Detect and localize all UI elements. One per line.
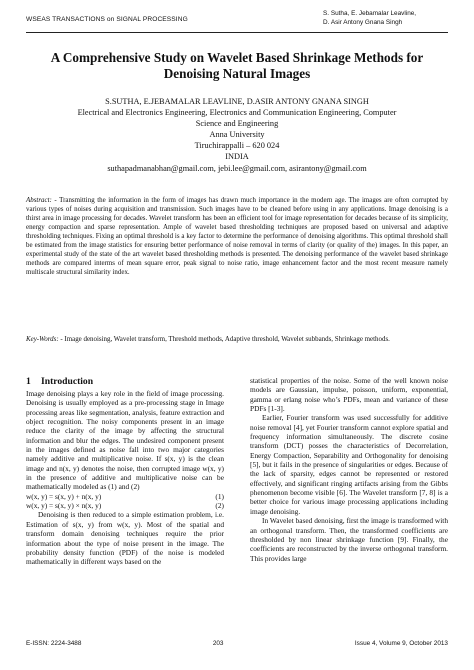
affiliation-country: INDIA bbox=[225, 152, 249, 162]
footer-issue: Issue 4, Volume 9, October 2013 bbox=[354, 640, 448, 647]
author-emails: suthapadmanabhan@gmail.com, jebi.lee@gmail.com, asirantony@gmail.com bbox=[107, 163, 367, 173]
intro-paragraph-4: Earlier, Fourier transform was used successfully for additive noise removal [4], yet Fourier transform cannot explore spatial and frequency information simultaneously. The discrete cosine transform (DCT) posses the characteristics of Decorrelation, Energy Compaction, Separability and Orthogonality for denoising [5], but it fails in the presence of singularities or edges. Because of the lack of sparsity, edges cannot be represented or restored effectively, and significant ringing artifacts arising from the Gibbs phenomenon become visible [6]. The Wavelet transform [7, 8] is a better choice for various image processing applications including image denoising. bbox=[250, 413, 448, 516]
equation-1-expr: w(x, y) = s(x, y) + n(x, y) bbox=[26, 491, 102, 501]
header-authors-line2: D. Asir Antony Gnana Singh bbox=[323, 18, 403, 26]
keywords-label: Key-Words: bbox=[26, 335, 59, 343]
left-column bbox=[26, 376, 224, 567]
intro-paragraph-5: In Wavelet based denoising, first the image is transformed with an orthogonal transform. Then, the transformed coefficients are thresholded by non linear shrinkage function [9]. Finally, the coefficients are reconstructed by the inverse orthogonal transform. This provides large bbox=[250, 516, 448, 563]
equation-2-expr: w(x, y) = s(x, y) × n(x, y) bbox=[26, 501, 102, 511]
keywords-text: - Image denoising, Wavelet transform, Threshold methods, Adaptive threshold, Wavelet subbands, Shrinkage methods. bbox=[60, 335, 390, 343]
intro-paragraph-1: Image denoising plays a key role in the field of image processing. Denoising is usually employed as a pre-processing stage in Image processing areas like segmentation, analysis, feature extraction and object recognition. The noisy components present in an image reduce the clarity of the image by affecting the structural information and blur the edges. The undesired component present in the images defined as noise fall into two major categories namely additive and multiplicative noise. If s(x, y) is the clean image and n(x, y) denotes the noise, then corrupted image w(x, y) in the presence of additive and multiplicative noise can be mathematically modeled as (1) and (2) bbox=[26, 389, 224, 492]
journal-name: WSEAS TRANSACTIONS on SIGNAL PROCESSING bbox=[26, 16, 188, 23]
abstract-label: Abstract: bbox=[26, 196, 52, 204]
equation-1 bbox=[26, 492, 224, 501]
abstract bbox=[26, 196, 448, 277]
keywords bbox=[26, 335, 448, 344]
section-number: 1 bbox=[26, 376, 31, 387]
right-column bbox=[250, 376, 448, 563]
footer-page-number: 203 bbox=[212, 640, 224, 647]
author-block bbox=[30, 96, 444, 174]
running-header-journal bbox=[26, 16, 188, 23]
paper-title bbox=[30, 50, 444, 82]
running-header-authors bbox=[323, 10, 416, 27]
author-names: S.SUTHA, E.JEBAMALAR LEAVLINE, D.ASIR ANTONY GNANA SINGH bbox=[105, 97, 369, 106]
affiliation-dept-line2: Science and Engineering bbox=[195, 119, 279, 129]
title-line2: Denoising Natural Images bbox=[163, 65, 311, 81]
equation-1-number: (1) bbox=[215, 491, 224, 501]
affiliation-university: Anna University bbox=[209, 130, 265, 140]
page-footer bbox=[26, 640, 448, 647]
equation-2-number: (2) bbox=[215, 501, 224, 511]
title-line1: A Comprehensive Study on Wavelet Based Shrinkage Methods for bbox=[50, 50, 424, 65]
equation-2 bbox=[26, 501, 224, 510]
section-heading-introduction bbox=[26, 376, 224, 388]
header-authors-line1: S. Sutha, E. Jebamalar Leavline, bbox=[323, 10, 417, 17]
affiliation-dept-line1: Electrical and Electronics Engineering, Electronics and Communication Engineering, Computer bbox=[77, 108, 397, 118]
section-title: Introduction bbox=[41, 376, 94, 387]
abstract-text: - Transmitting the information in the form of images has drawn much importance in the modern age. The images are often corrupted by various types of noises during acquisition and transmission. Such images have to be cleaned before using in any applications. Image denoising is a thirst area in image processing for decades. Wavelet transform has been an efficient tool for image representation for decades because of its simplicity, energy compaction and sparse representation. Ample of wavelet based thresholding techniques are proposed based on universal and adaptive thresholding techniques. Fixing an optimal threshold is a key factor to determine the performance of denoising algorithms. This optimal threshold shall be estimated from the image statistics for ensuring better performance of noise removal in terms of clarity (or quality of the) images. In this paper, an experimental study of the state of the art wavelet based thresholding methods is presented. The denoising performance of the wavelet based shrinkage methods are compared interms of mean square error, peak signal to noise ratio, image enhancement factor and the most recent measure namely multiscale structural similarity index. bbox=[26, 196, 448, 276]
intro-paragraph-2: Denoising is then reduced to a simple estimation problem, i.e. Estimation of s(x, y) from w(x, y). Most of the spatial and transform domain denoising techniques require the prior information about the type of noise present in the image. The probability density function (PDF) of the noise is modeled mathematically in different ways based on the bbox=[26, 510, 224, 567]
intro-paragraph-3: statistical properties of the noise. Some of the well known noise models are Gaussian, impulse, poisson, uniform, exponential, gamma or erlang noise who’s PDFs, mean and variance of these PDFs [1-3]. bbox=[250, 376, 448, 414]
footer-issn: E-ISSN: 2224-3488 bbox=[26, 640, 82, 647]
affiliation-city: Tiruchirappalli – 620 024 bbox=[194, 141, 280, 151]
header-rule bbox=[26, 32, 448, 33]
